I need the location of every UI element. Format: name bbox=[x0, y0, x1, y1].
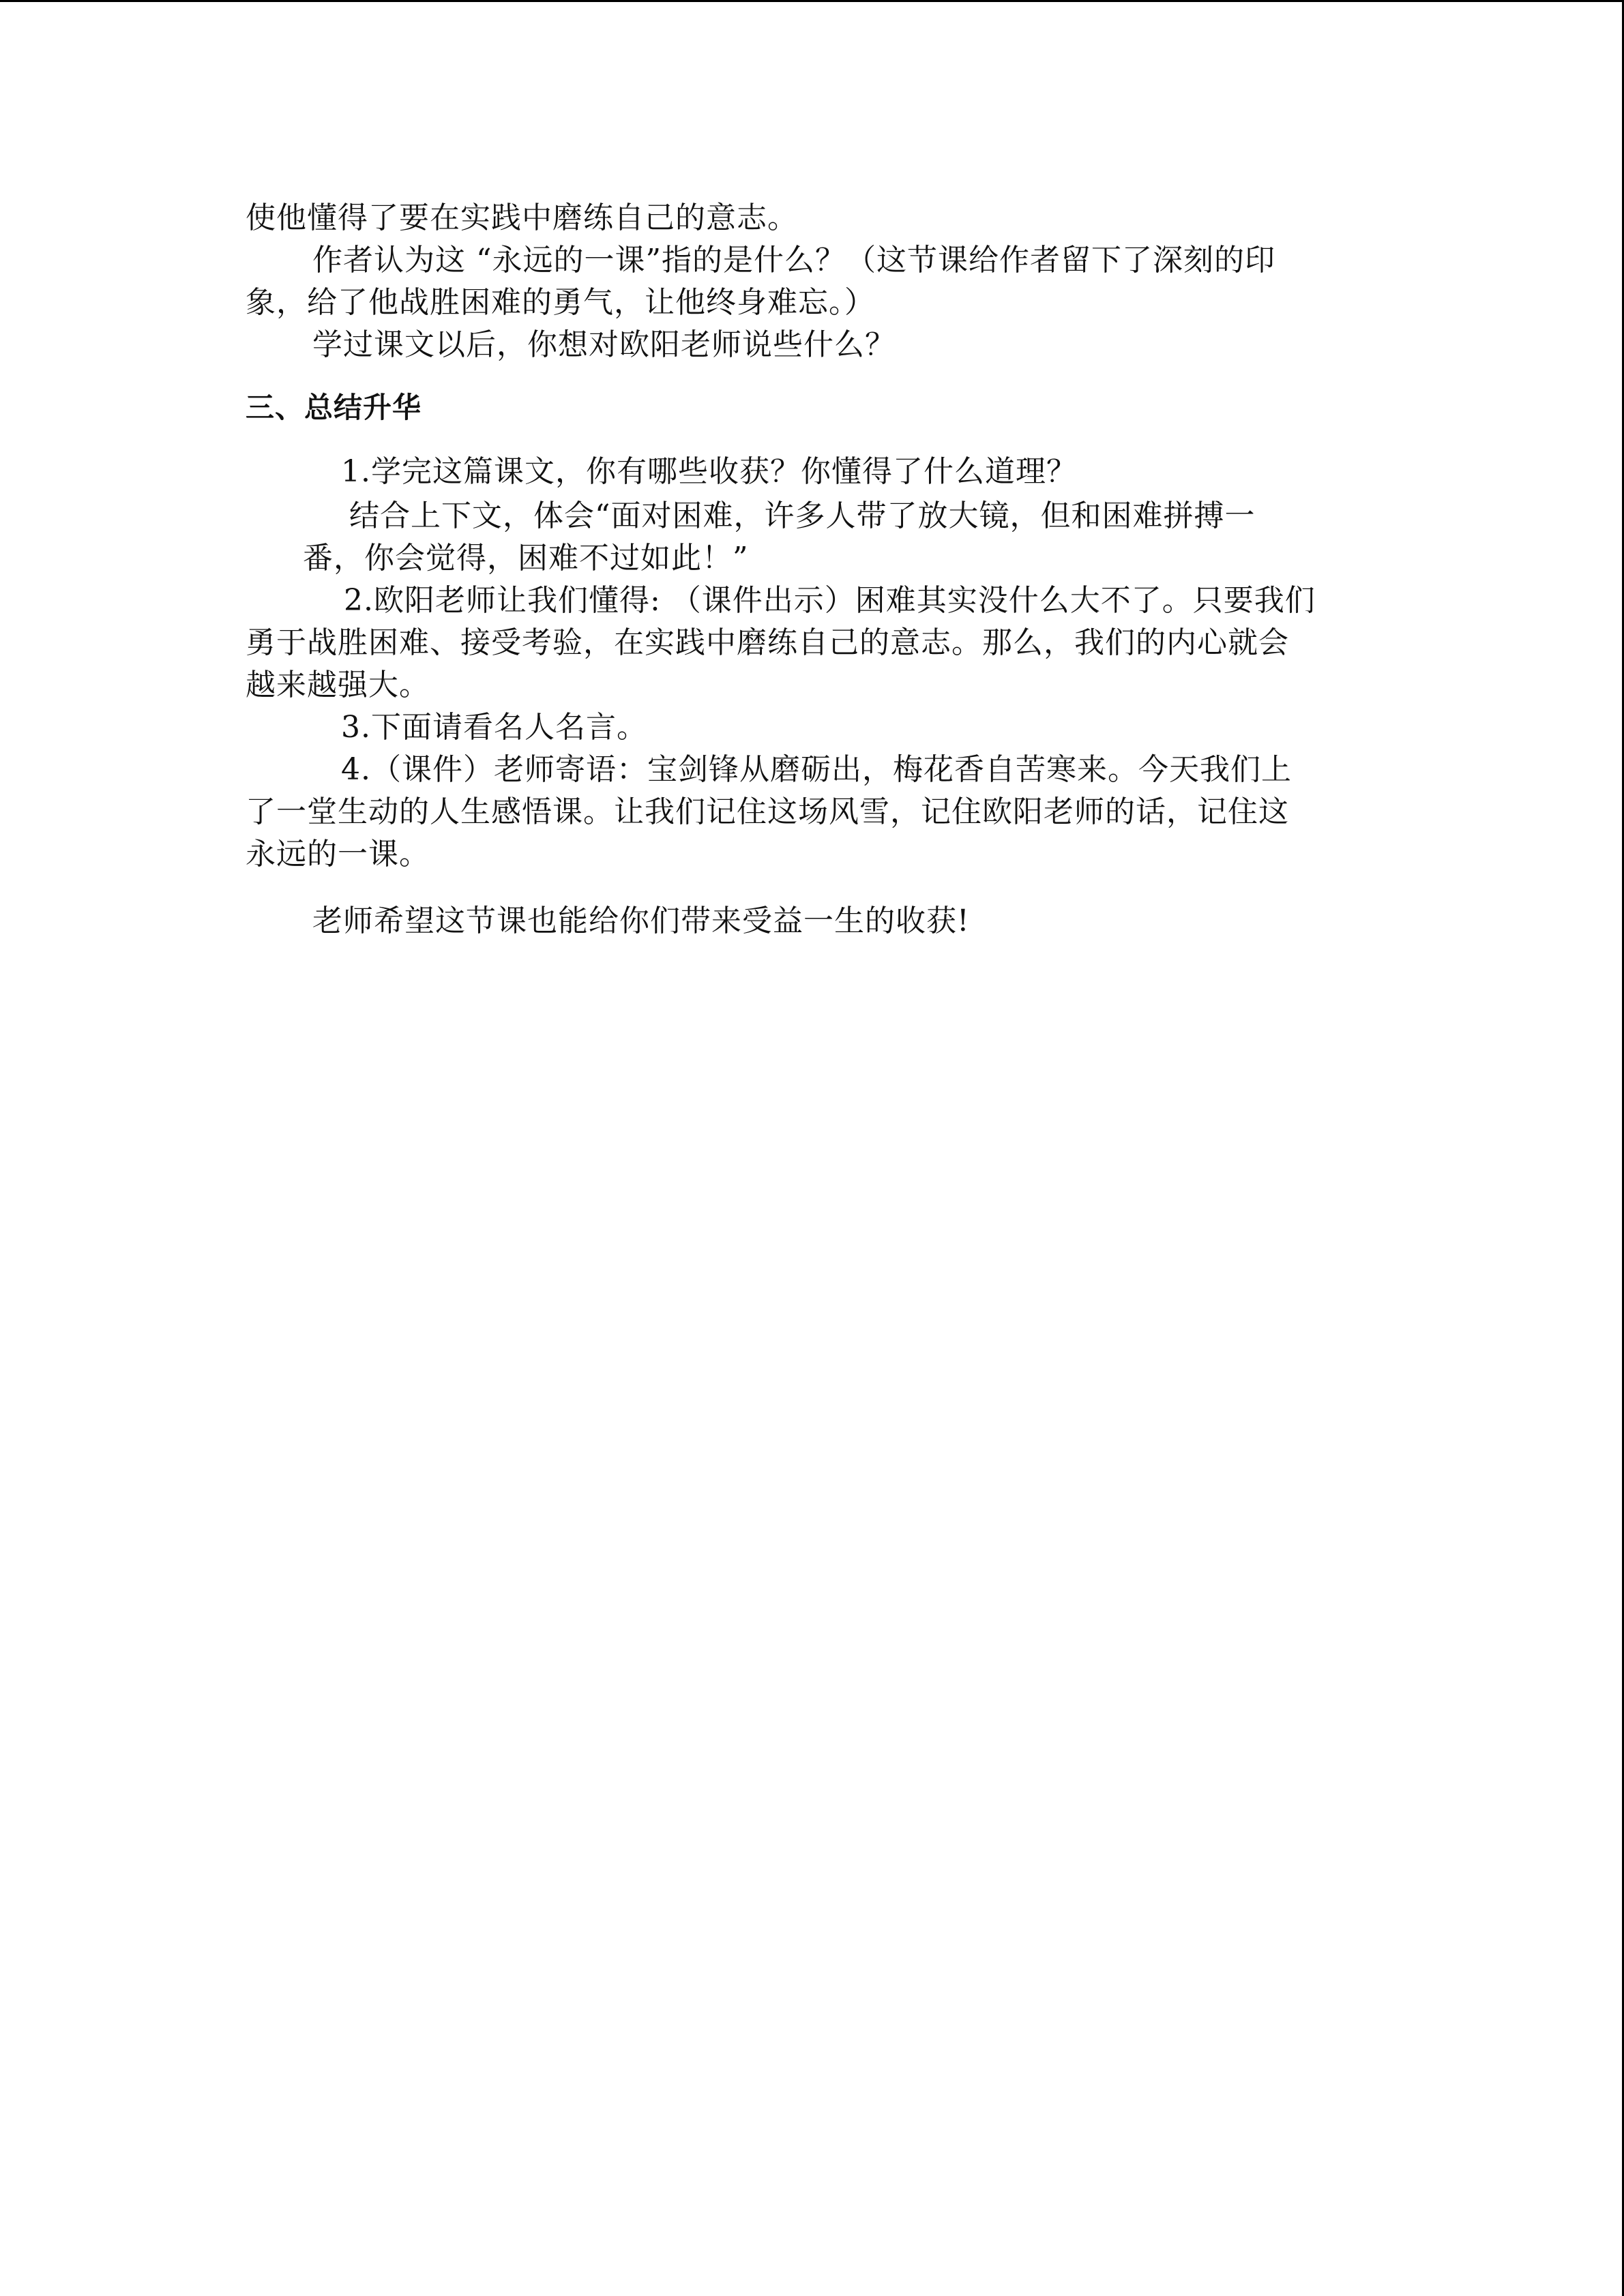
paragraph-line: 越来越强大。 bbox=[246, 668, 430, 702]
paragraph-line: 番，你会觉得，困难不过如此！” bbox=[303, 541, 749, 576]
paragraph-line: 3.下面请看名人名言。 bbox=[341, 710, 647, 745]
paragraph-line: 了一堂生动的人生感悟课。让我们记住这场风雪，记住欧阳老师的话，记住这 bbox=[246, 794, 1289, 829]
paragraph-line: 4.（课件）老师寄语：宝剑锋从磨砺出，梅花香自苦寒来。今天我们上 bbox=[341, 752, 1292, 787]
section-heading: 三、总结升华 bbox=[246, 391, 422, 424]
paragraph-line: 作者认为这 “永远的一课”指的是什么？（这节课给作者留下了深刻的印 bbox=[312, 243, 1275, 278]
page-top-border bbox=[0, 0, 1624, 2]
paragraph-line: 使他懂得了要在实践中磨练自己的意志。 bbox=[246, 200, 798, 235]
paragraph-line: 1.学完这篇课文，你有哪些收获？你懂得了什么道理？ bbox=[341, 454, 1077, 489]
paragraph-line: 永远的一课。 bbox=[246, 837, 430, 871]
paragraph-line: 2.欧阳老师让我们懂得: （课件出示）困难其实没什么大不了。只要我们 bbox=[344, 583, 1316, 618]
paragraph-line: 勇于战胜困难、接受考验，在实践中磨练自己的意志。那么，我们的内心就会 bbox=[246, 625, 1289, 660]
paragraph-line: 学过课文以后，你想对欧阳老师说些什么？ bbox=[312, 327, 896, 362]
paragraph-line: 结合上下文，体会“面对困难，许多人带了放大镜，但和困难拼搏一 bbox=[349, 498, 1256, 533]
paragraph-line: 象，给了他战胜困难的勇气，让他终身难忘。） bbox=[246, 285, 875, 320]
paragraph-line: 老师希望这节课也能给你们带来受益一生的收获! bbox=[312, 904, 970, 938]
